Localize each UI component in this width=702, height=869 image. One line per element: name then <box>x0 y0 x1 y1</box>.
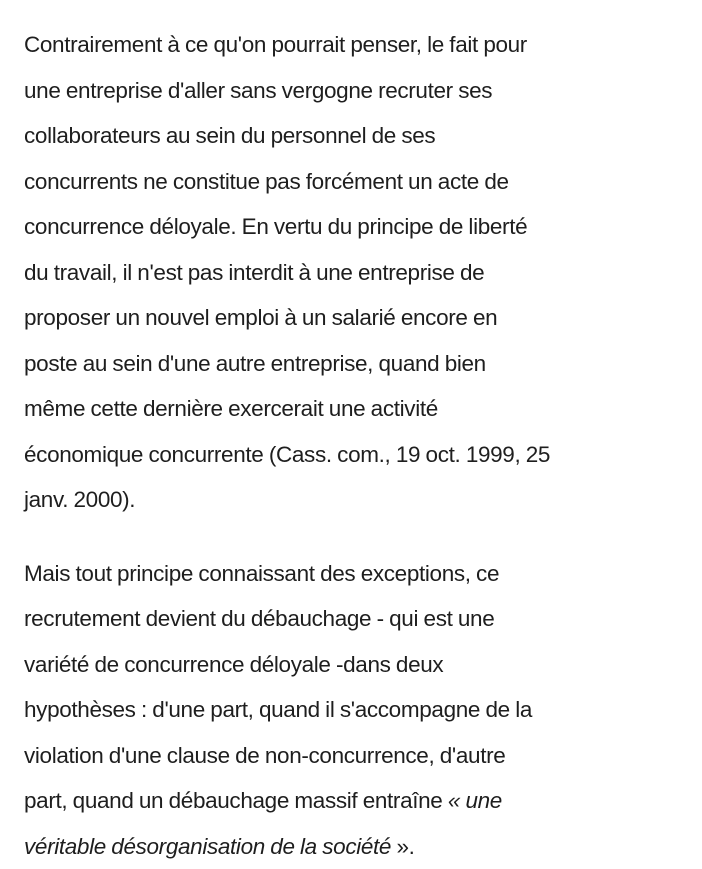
text-line: économique concurrente (Cass. com., 19 oct. 1999, 25 <box>24 432 684 478</box>
text-line: collaborateurs au sein du personnel de ses <box>24 113 684 159</box>
text-line: poste au sein d'une autre entreprise, quand bien <box>24 341 684 387</box>
text-line: variété de concurrence déloyale -dans deux <box>24 642 684 688</box>
text-line <box>24 778 684 824</box>
text-line: violation d'une clause de non-concurrence, d'autre <box>24 733 684 779</box>
quote-segment: véritable désorganisation de la société <box>24 834 391 859</box>
text-line: une entreprise d'aller sans vergogne recruter ses <box>24 68 684 114</box>
text-line: proposer un nouvel emploi à un salarié encore en <box>24 295 684 341</box>
paragraph-2 <box>24 551 684 869</box>
text-line: concurrents ne constitue pas forcément un acte de <box>24 159 684 205</box>
text-segment: ». <box>391 834 414 859</box>
article-body <box>24 22 684 869</box>
text-line: du travail, il n'est pas interdit à une entreprise de <box>24 250 684 296</box>
text-line: hypothèses : d'une part, quand il s'accompagne de la <box>24 687 684 733</box>
text-line: Contrairement à ce qu'on pourrait penser, le fait pour <box>24 22 684 68</box>
text-line: même cette dernière exercerait une activité <box>24 386 684 432</box>
text-line <box>24 824 684 869</box>
paragraph-1 <box>24 22 684 523</box>
text-segment: part, quand un débauchage massif entraîne <box>24 788 448 813</box>
text-line: Mais tout principe connaissant des exceptions, ce <box>24 551 684 597</box>
quote-segment: « une <box>448 788 502 813</box>
text-line: recrutement devient du débauchage - qui est une <box>24 596 684 642</box>
text-line: concurrence déloyale. En vertu du principe de liberté <box>24 204 684 250</box>
text-line: janv. 2000). <box>24 477 684 523</box>
